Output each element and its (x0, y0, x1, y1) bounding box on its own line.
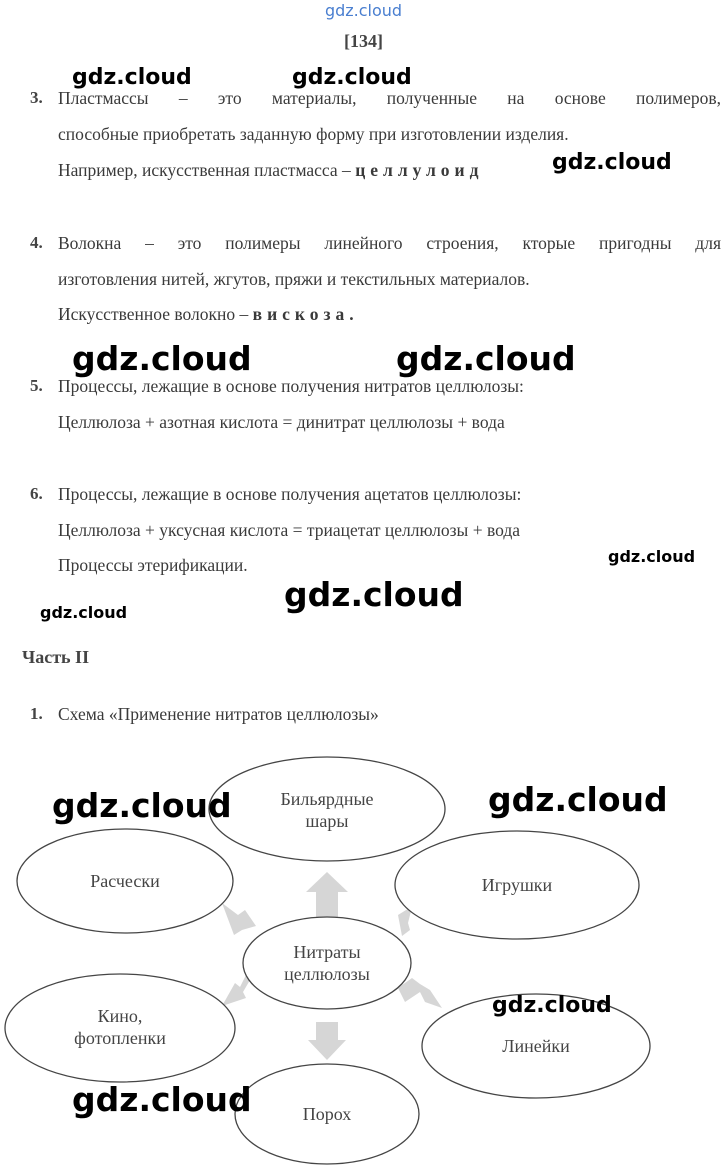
item-3-line-1: Пластмассы – это материалы, полученные на основе полимеров, (58, 88, 721, 108)
item-4-example-prefix: Искусственное волокно – (58, 304, 249, 324)
watermark: gdz.cloud (52, 786, 232, 825)
node-center-label-1: Нитраты (293, 942, 361, 962)
item-3-example (58, 160, 484, 181)
watermark: gdz.cloud (488, 780, 668, 819)
node-billiard-balls-label-1: Бильярдные (280, 789, 374, 809)
item-5-line-2: Целлюлоза + азотная кислота = динитрат целлюлозы + вода (58, 412, 505, 432)
item-4-line-1: Волокна – это полимеры линейного строения, кторые пригодны для (58, 233, 721, 253)
watermark: gdz.cloud (608, 547, 696, 566)
node-combs-label: Расчески (90, 871, 160, 891)
item-6-line-2: Целлюлоза + уксусная кислота = триацетат целлюлозы + вода (58, 520, 520, 540)
arrow-down-left (222, 975, 250, 1006)
node-rulers-label: Линейки (502, 1036, 570, 1056)
arrow-down-right (398, 978, 442, 1008)
node-film-label-2: фотопленки (74, 1028, 166, 1048)
part-2-heading: Часть II (22, 647, 90, 667)
node-toys-label: Игрушки (481, 875, 553, 895)
watermark: gdz.cloud (552, 150, 672, 175)
item-4-example-term: вискоза. (252, 304, 359, 324)
node-billiard-balls (209, 757, 445, 861)
page-number: [134] (344, 31, 383, 51)
item-6-number: 6. (30, 484, 43, 503)
watermark: gdz.cloud (40, 603, 128, 622)
watermark: gdz.cloud (292, 65, 412, 90)
watermark: gdz.cloud (396, 339, 576, 378)
item-5-line-1: Процессы, лежащие в основе получения нитратов целлюлозы: (58, 376, 524, 396)
node-billiard-balls-label-2: шары (305, 811, 349, 831)
watermark: gdz.cloud (72, 1080, 252, 1119)
item-4-line-2: изготовления нитей, жгутов, пряжи и текстильных материалов. (58, 269, 530, 289)
item-6-line-1: Процессы, лежащие в основе получения ацетатов целлюлозы: (58, 484, 522, 504)
node-film-label-1: Кино, (97, 1006, 143, 1026)
watermark: gdz.cloud (492, 993, 612, 1018)
node-center-nitrates (243, 917, 411, 1009)
node-gunpowder-label: Порох (302, 1104, 352, 1124)
item-3-example-term: целлулоид (355, 160, 484, 180)
arrow-up-left (222, 903, 256, 935)
part-2-task-number: 1. (30, 704, 43, 723)
item-3-example-prefix: Например, искусственная пластмасса – (58, 160, 351, 180)
item-3-number: 3. (30, 88, 43, 107)
item-6-line-3: Процессы этерификации. (58, 555, 248, 575)
part-2-task-text: Схема «Применение нитратов целлюлозы» (58, 704, 379, 724)
item-4-example (58, 304, 359, 325)
node-center-label-2: целлюлозы (284, 964, 370, 984)
top-watermark: gdz.cloud (324, 1, 403, 20)
item-5-number: 5. (30, 376, 43, 395)
watermark: gdz.cloud (72, 65, 192, 90)
watermark: gdz.cloud (284, 575, 464, 614)
item-4-number: 4. (30, 233, 43, 252)
arrow-down (308, 1022, 346, 1060)
watermark: gdz.cloud (72, 339, 252, 378)
item-3-line-2: способные приобретать заданную форму при изготовлении изделия. (58, 124, 569, 144)
